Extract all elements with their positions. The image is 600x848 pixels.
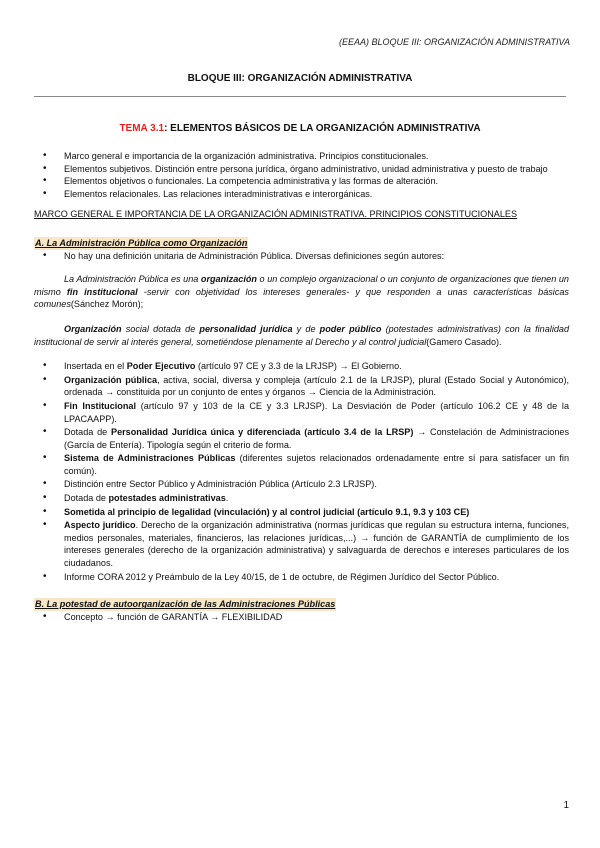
subsection-b-list (34, 611, 569, 624)
concept-item: • Concepto → función de GARANTÍA → FLEXIBILIDAD (34, 611, 569, 624)
feature-item: • Sistema de Administraciones Públicas (diferentes sujetos relacionados ordenadamente entre sí para satisfacer un fin común). (34, 452, 569, 477)
feature-item: • Distinción entre Sector Público y Administración Pública (Artículo 2.3 LRJSP). (34, 478, 569, 491)
topic-item: • Elementos relacionales. Las relaciones interadministrativas e interorgánicas. (34, 188, 569, 201)
running-header: (EEAA) BLOQUE III: ORGANIZACIÓN ADMINISTRATIVA (338, 37, 570, 47)
subsection-a-intro-list (34, 250, 569, 263)
feature-item: • Informe CORA 2012 y Preámbulo de la Ley 40/15, de 1 de octubre, de Régimen Jurídico del Sector Público. (34, 571, 569, 584)
quote2-bold-3: poder público (319, 323, 382, 334)
intro-item: • No hay una definición unitaria de Administración Pública. Diversas definiciones según autores: (34, 250, 569, 263)
feature-item: • Organización pública, activa, social, diversa y compleja (artículo 2.1 de la LRJSP), plural (Estado Social y Autonómico), ordenada → constituida por un conjunto de entes y órganos → Ciencia de la Administración. (34, 374, 569, 399)
definition-quote-2 (34, 323, 569, 348)
quote2-text-3: (potestades administrativas) con la finalidad institucional de servir al interés general, sometiéndose plenamente al Derecho y al control judicial (34, 323, 570, 347)
tema-number: TEMA 3.1 (119, 123, 165, 134)
feature-item: • Dotada de Personalidad Jurídica única y diferenciada (artículo 3.4 de la LRSP) → Constelación de Administraciones (García de Entería). Tipología según el criterio de forma. (34, 426, 569, 451)
feature-item: • Aspecto jurídico. Derecho de la organización administrativa (normas jurídicas que regulan su estructura interna, funciones, medios personales, materiales, financieros, las relaciones jurídicas,...) → función de GARANTÍA de cumplimiento de los intereses generales (derecho de la organización administrativa) y salvaguarda de derechos e intereses particulares de los ciudadanos. (34, 519, 569, 569)
quote1-bold-2: fin institucional (66, 286, 138, 297)
quote1-text-2: o un complejo organizacional o un conjunto de organizaciones que tienen un mismo (34, 274, 569, 297)
tema-title-text: : ELEMENTOS BÁSICOS DE LA ORGANIZACIÓN ADMINISTRATIVA (164, 123, 481, 134)
title-divider (34, 96, 566, 97)
quote1-bold-1: organización (200, 274, 257, 285)
feature-item: • Fin Institucional (artículo 97 y 103 de la CE y 3.3 LRJSP). La Desviación de Poder (artículo 106.2 CE y 48 de la LPACAAPP). (34, 400, 569, 425)
features-list (34, 360, 569, 583)
quote2-text-1: social dotada de (121, 323, 200, 334)
topic-item: • Elementos objetivos o funcionales. La competencia administrativa y las formas de alteración. (34, 175, 569, 188)
topic-item: • Marco general e importancia de la organización administrativa. Principios constitucionales. (34, 150, 569, 163)
section-heading: MARCO GENERAL E IMPORTANCIA DE LA ORGANIZACIÓN ADMINISTRATIVA. PRINCIPIOS CONSTITUCIONALES (34, 209, 518, 220)
feature-item: • Sometida al principio de legalidad (vinculación) y al control judicial (artículo 9.1, 9.3 y 103 CE) (34, 506, 569, 519)
quote1-text-1: La Administración Pública es una (64, 274, 201, 285)
tema-title (0, 123, 600, 134)
subsection-b-heading: B. La potestad de autoorganización de las Administraciones Públicas (35, 599, 336, 610)
quote2-text-2: y de (292, 323, 320, 334)
topic-item: • Elementos subjetivos. Distinción entre persona jurídica, órgano administrativo, unidad administrativa y puesto de trabajo (34, 163, 569, 176)
subsection-a-heading: A. La Administración Pública como Organización (35, 237, 248, 248)
feature-item: • Dotada de potestades administrativas. (34, 492, 569, 505)
page-number: 1 (563, 800, 569, 811)
quote2-author: (Gamero Casado). (426, 336, 502, 347)
quote1-author: (Sánchez Morón); (70, 299, 144, 310)
quote2-bold-1: Organización (64, 323, 122, 334)
quote1-text-3: -servir con objetividad los intereses generales- y que responden a unas características básicas comunes (34, 286, 569, 310)
block-title: BLOQUE III: ORGANIZACIÓN ADMINISTRATIVA (187, 73, 413, 84)
document-body (34, 150, 569, 623)
feature-item: • Insertada en el Poder Ejecutivo (artículo 97 CE y 3.3 de la LRJSP) → El Gobierno. (34, 360, 569, 373)
definition-quote-1 (34, 273, 569, 311)
topics-list (34, 150, 569, 200)
quote2-bold-2: personalidad jurídica (199, 323, 293, 334)
